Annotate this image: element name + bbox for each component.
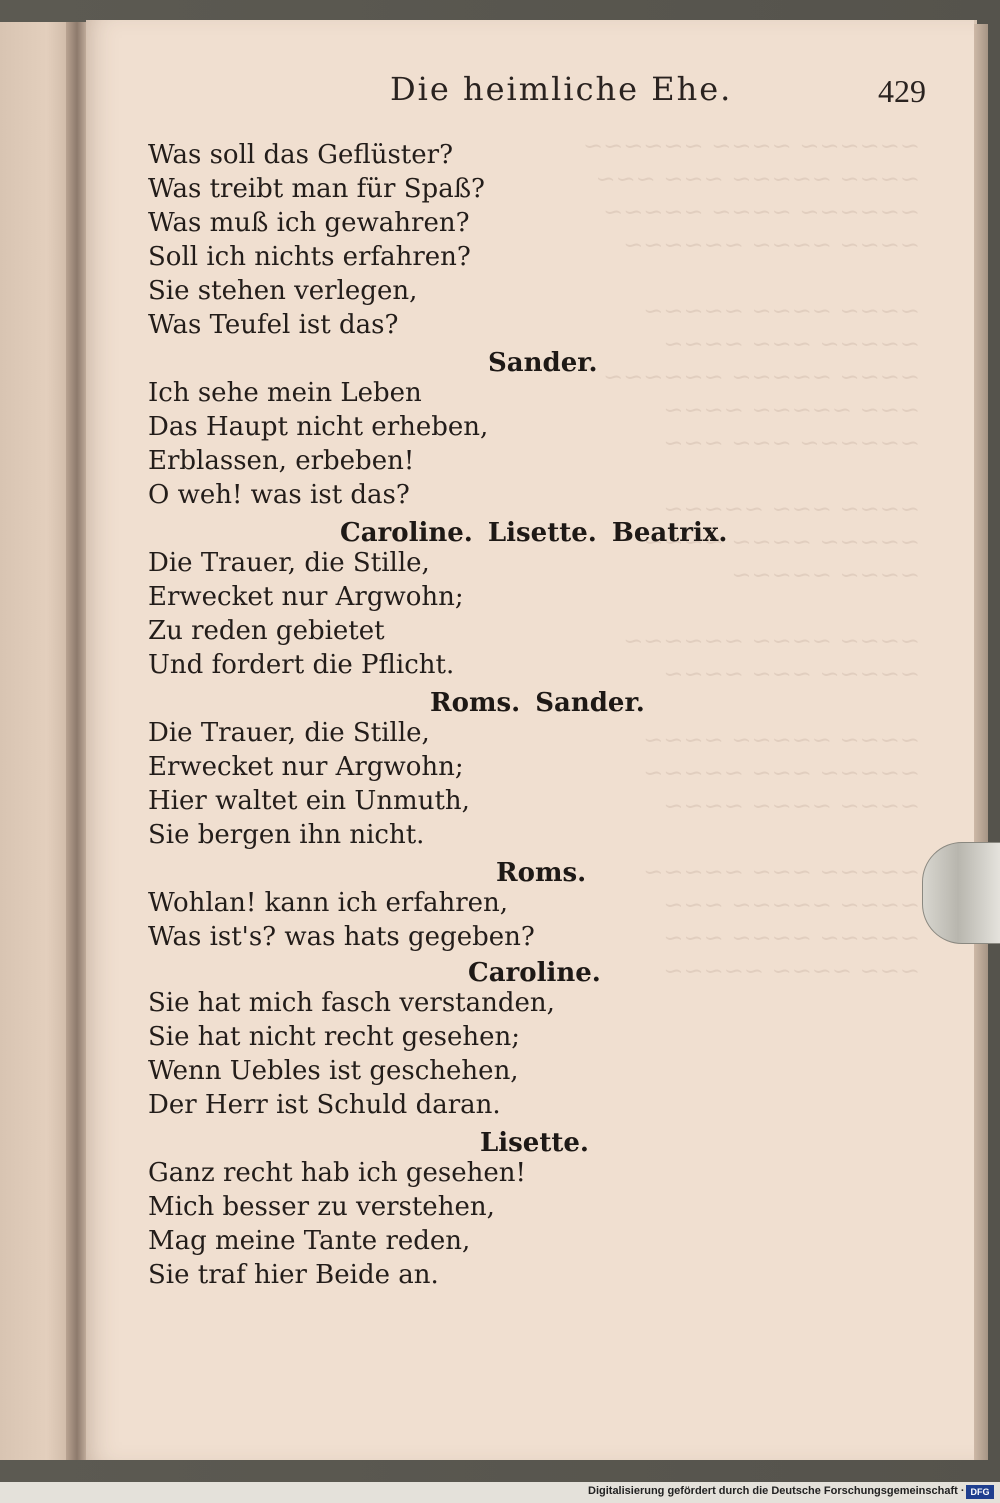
- book-gutter: [66, 22, 88, 1460]
- verse-line: Was soll das Geflüster?: [148, 140, 454, 170]
- verse-line: Sie bergen ihn nicht.: [148, 820, 425, 850]
- page-edge: [974, 24, 988, 1460]
- verse-line: O weh! was ist das?: [148, 480, 410, 510]
- page-number: 429: [878, 73, 926, 109]
- verse-line: Erblassen, erbeben!: [148, 446, 415, 476]
- verse-line: Die Trauer, die Stille,: [148, 548, 430, 578]
- verse-line: Zu reden gebietet: [148, 616, 385, 646]
- verse-line: Erwecket nur Argwohn;: [148, 582, 464, 612]
- digitization-credit: Digitalisierung gefördert durch die Deutsche Forschungsgemeinschaft ·: [588, 1485, 965, 1497]
- verse-line: Der Herr ist Schuld daran.: [148, 1090, 501, 1120]
- verse-line: Soll ich nichts erfahren?: [148, 242, 471, 272]
- verse-line: Und fordert die Pflicht.: [148, 650, 455, 680]
- page-clip: [922, 842, 1000, 944]
- bleed-through-texture: ~~~~~~ ~~~~ ~~~~~~ ~~~~ ~~~~~ ~~~ ~~~ ~~~~~~ ~~~~ ~~~~~ ~~~~ ~~~~ ~~~~~~ ~~~~ ~~~~ ~~~~~ ~~~~~ ~~~ ~~~~ ~~~~ ~~~~~ ~~~~~~ ~~~ ~~~~~ ~~~~ ~~~~~~ ~~~ ~~~ ~~~~ ~~~ ~~~~~ ~~~~~ ~~~~ ~~~~ ~~~~ ~~~~~ ~~~~ ~~~~ ~~~~~~ ~~~~~ ~~~ ~~~~ ~~~~ ~~~~~ ~~~~ ~~~~~ ~~~ ~~~~~ ~~~~ ~~~~ ~~~~ ~~~~~ ~~~ ~~~~~ ~~~~ ~~~~~ ~~~ ~~~~~ ~~~~ ~~~ ~~~ ~~~~ ~~~~~: [582, 132, 920, 985]
- dfg-logo: DFG: [966, 1485, 994, 1499]
- verse-line: Das Haupt nicht erheben,: [148, 412, 489, 442]
- verse-line: Was treibt man für Spaß?: [148, 174, 485, 204]
- verse-line: Mag meine Tante reden,: [148, 1226, 471, 1256]
- verse-line: Was Teufel ist das?: [148, 310, 399, 340]
- verse-line: Ich sehe mein Leben: [148, 378, 422, 408]
- speaker-label: Roms.: [496, 858, 587, 888]
- verse-line: Ganz recht hab ich gesehen!: [148, 1158, 526, 1188]
- running-title: Die heimliche Ehe.: [390, 70, 733, 108]
- verse-line: Sie hat mich fasch verstanden,: [148, 988, 555, 1018]
- verse-line: Wohlan! kann ich erfahren,: [148, 888, 509, 918]
- verse-line: Sie traf hier Beide an.: [148, 1260, 439, 1290]
- verse-line: Sie stehen verlegen,: [148, 276, 418, 306]
- verse-line: Was muß ich gewahren?: [148, 208, 470, 238]
- speaker-label: Caroline.: [468, 958, 601, 988]
- speaker-label: Lisette.: [480, 1128, 589, 1158]
- verse-line: Hier waltet ein Unmuth,: [148, 786, 470, 816]
- verse-line: Sie hat nicht recht gesehen;: [148, 1022, 521, 1052]
- verse-line: Erwecket nur Argwohn;: [148, 752, 464, 782]
- verse-line: Wenn Uebles ist geschehen,: [148, 1056, 519, 1086]
- verse-line: Was ist's? was hats gegeben?: [148, 922, 535, 952]
- speaker-label: Sander.: [488, 348, 598, 378]
- speaker-label: Roms. Sander.: [430, 688, 645, 718]
- verse-line: Die Trauer, die Stille,: [148, 718, 430, 748]
- speaker-label: Caroline. Lisette. Beatrix.: [340, 518, 728, 548]
- verse-line: Mich besser zu verstehen,: [148, 1192, 495, 1222]
